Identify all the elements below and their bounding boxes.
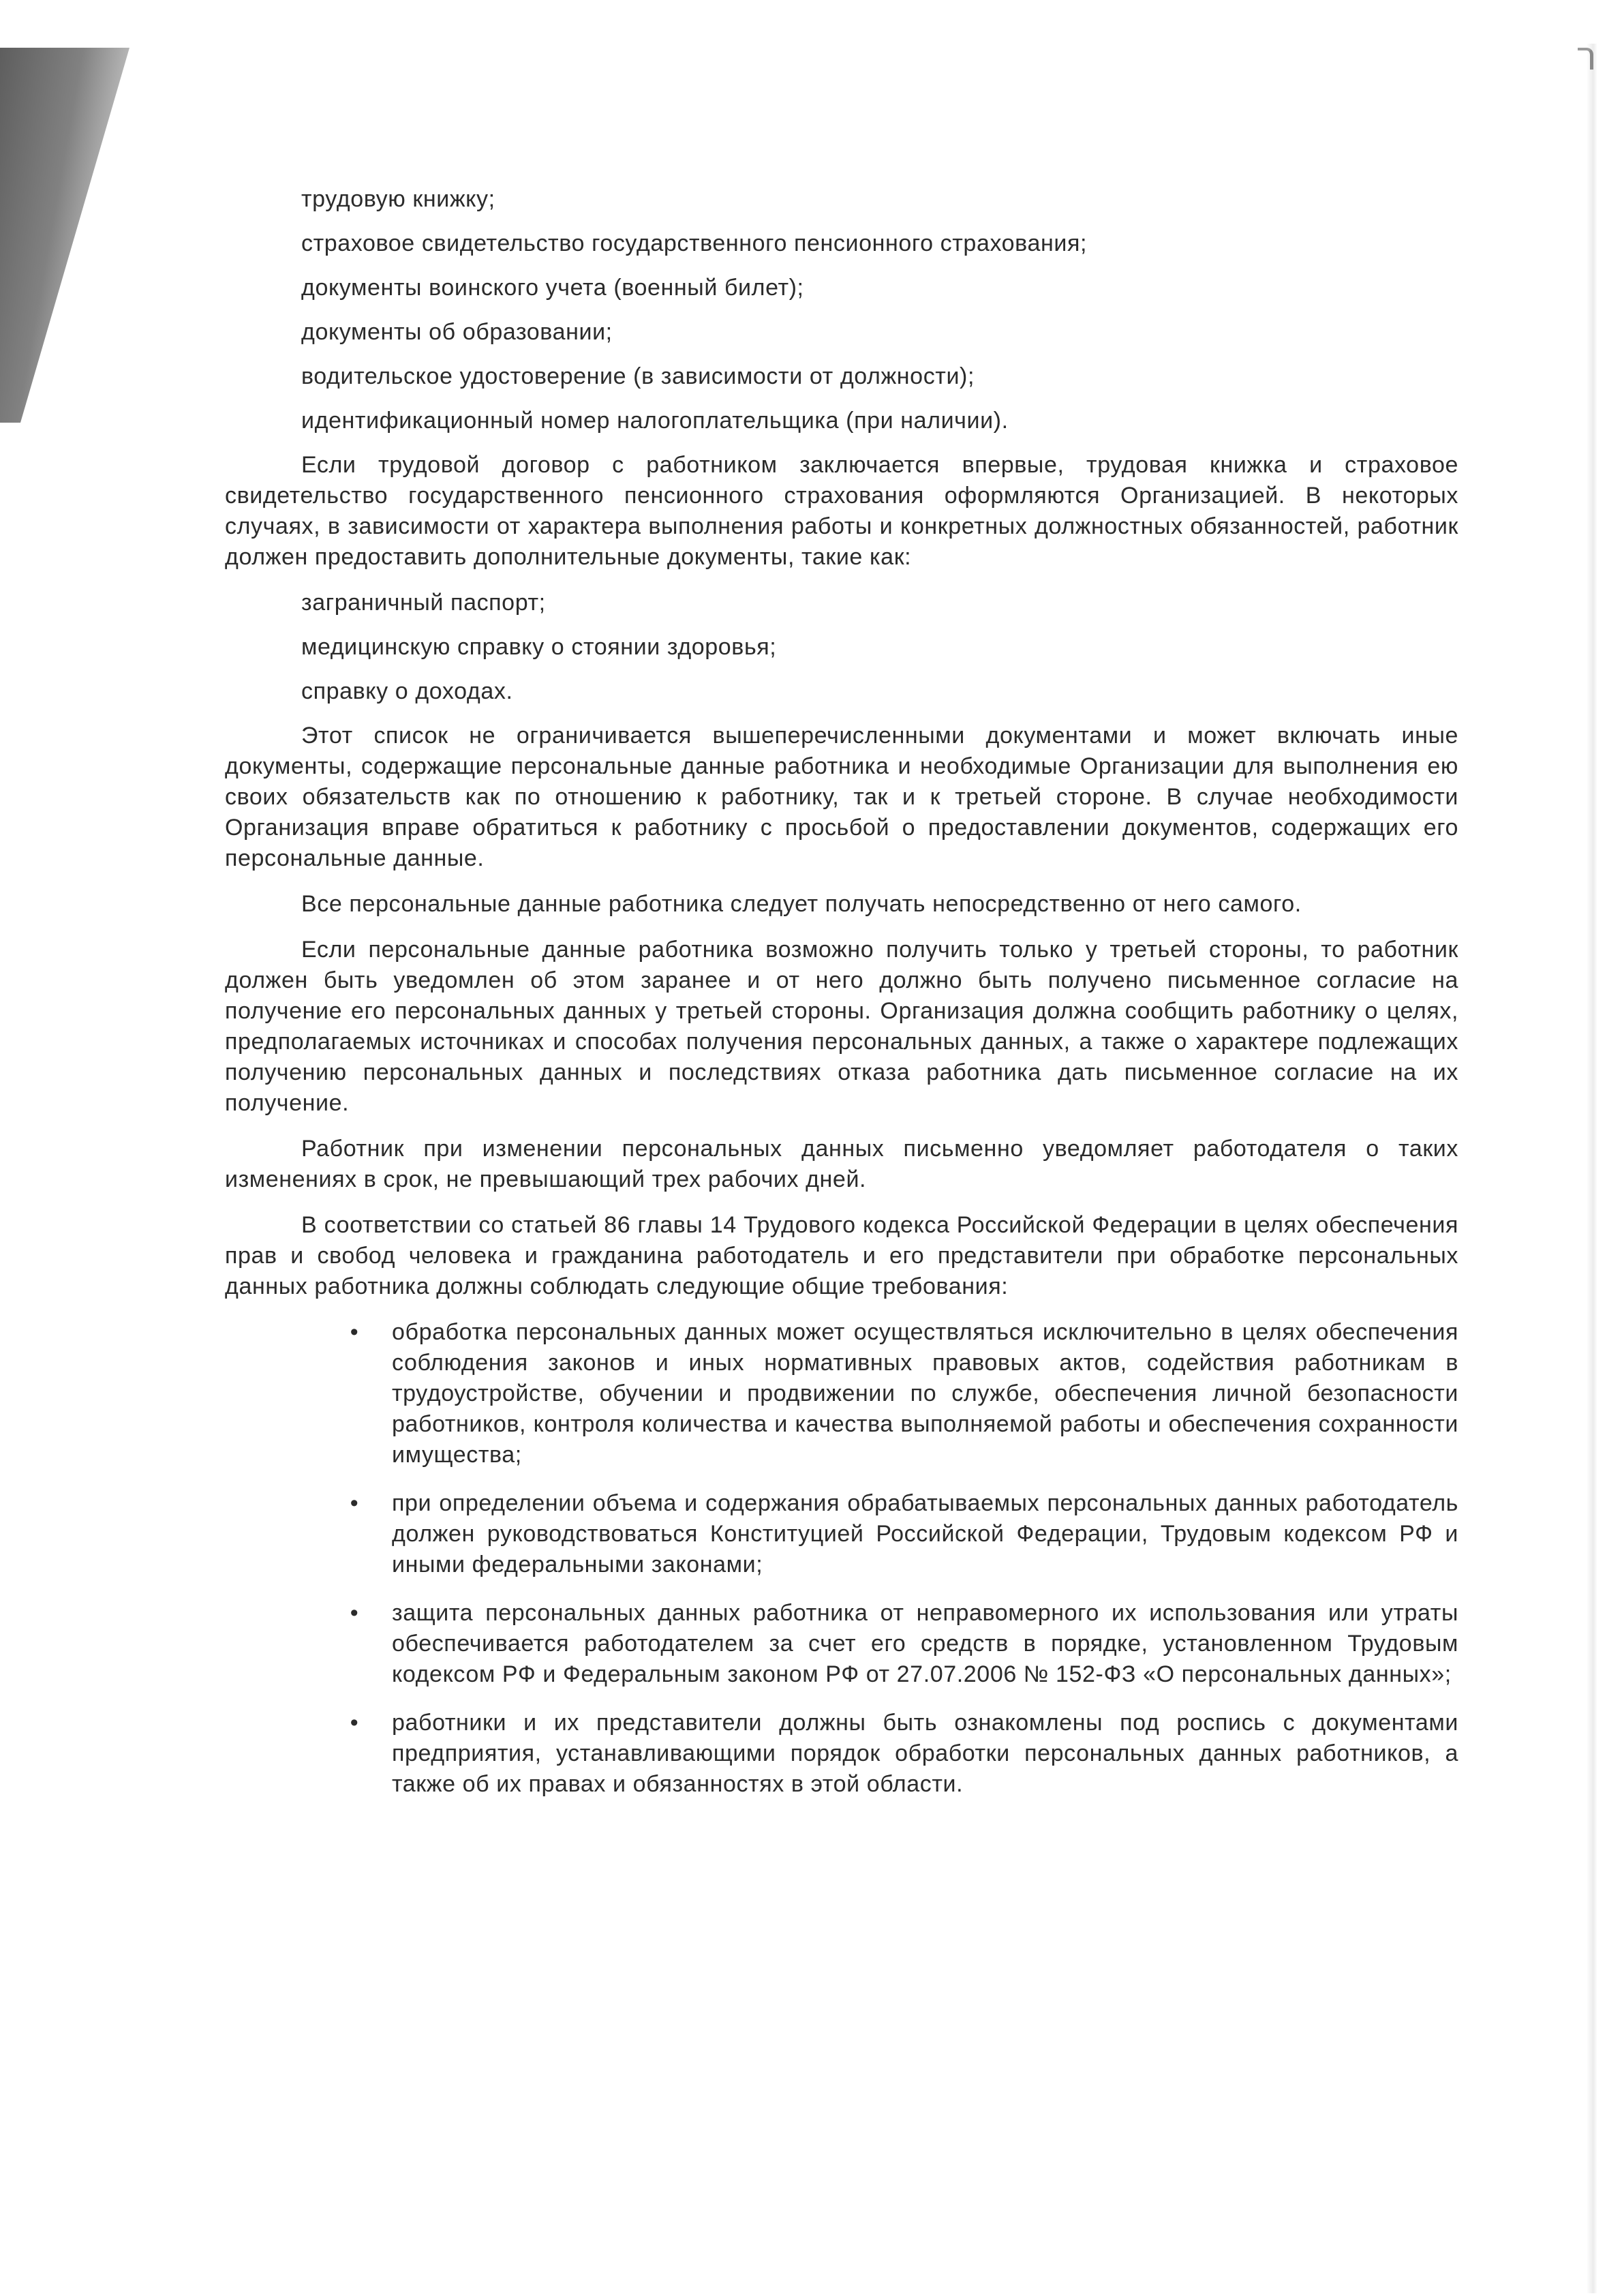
bullet-icon: • [350, 1490, 359, 1516]
scan-corner-mark [1578, 48, 1593, 70]
paragraph-article-86: В соответствии со статьей 86 главы 14 Трудового кодекса Российской Федерации в целях обеспечения прав и свобод человека и гражданина работодатель и его представители при обработке персональных данных работника должны соблюдать следующие общие требования: [225, 1212, 1458, 1299]
paragraph-changes: Работник при изменении персональных данных письменно уведомляет работодателя о таких изменениях в срок, не превышающий трех рабочих дней. [225, 1136, 1458, 1192]
scan-shadow-left [0, 0, 129, 423]
list-item: водительское удостоверение (в зависимости от должности); [301, 363, 975, 389]
requirement-item [350, 1317, 1458, 1470]
requirement-text: при определении объема и содержания обрабатываемых персональных данных работодатель должен руководствоваться Конституцией Российской Федерации, Трудовым кодексом РФ и иными федеральными законами; [392, 1490, 1458, 1577]
requirement-text: защита персональных данных работника от неправомерного их использования или утраты обеспечивается работодателем за счет его средств в порядке, установленном Трудовым кодексом РФ и Федеральным законом РФ от 27.07.2006 № 152-ФЗ «О персональных данных»; [392, 1600, 1458, 1687]
requirement-text: обработка персональных данных может осуществляться исключительно в целях обеспечения соблюдения законов и иных нормативных правовых актов, содействия работникам в трудоустройстве, обучении и продвижении по службе, обеспечения личной безопасности работников, контроля количества и качества выполняемой работы и обеспечения сохранности имущества; [392, 1319, 1458, 1468]
requirement-item [350, 1708, 1458, 1800]
list-item: заграничный паспорт; [301, 590, 546, 616]
required-documents-list [225, 184, 1458, 436]
list-item: медицинскую справку о стоянии здоровья; [301, 634, 777, 660]
requirements-list [225, 1317, 1458, 1800]
document-page [225, 184, 1458, 1817]
list-item: документы об образовании; [301, 319, 613, 345]
list-item: документы воинского учета (военный билет); [301, 275, 804, 301]
requirement-item [350, 1598, 1458, 1690]
requirement-text: работники и их представители должны быть ознакомлены под роспись с документами предприятия, устанавливающими порядок обработки персональных данных работников, а также об их правах и обязанностях в этой области. [392, 1710, 1458, 1797]
bullet-icon: • [350, 1319, 359, 1345]
bullet-icon: • [350, 1710, 359, 1736]
requirement-item [350, 1488, 1458, 1580]
additional-documents-list [225, 588, 1458, 707]
scan-shadow-right [1587, 44, 1597, 2293]
bullet-icon: • [350, 1600, 359, 1626]
paragraph-not-limited: Этот список не ограничивается вышеперечисленными документами и может включать иные документы, содержащие персональные данные работника и необходимые Организации для выполнения ею своих обязательств как по отношению к работнику, так и к третьей стороне. В случае необходимости Организация вправе обратиться к работнику с просьбой о предоставлении документов, содержащих его персональные данные. [225, 723, 1458, 871]
list-item: трудовую книжку; [301, 186, 495, 212]
paragraph-obtain-directly: Все персональные данные работника следует получать непосредственно от него самого. [301, 891, 1302, 917]
list-item: справку о доходах. [301, 678, 513, 704]
list-item: идентификационный номер налогоплательщика (при наличии). [301, 408, 1009, 434]
paragraph-third-party: Если персональные данные работника возможно получить только у третьей стороны, то работник должен быть уведомлен об этом заранее и от него должно быть получено письменное согласие на получение его персональных данных у третьей стороны. Организация должна сообщить работнику о целях, предполагаемых источниках и способах получения персональных данных, а также о характере подлежащих получению персональных данных и последствиях отказа работника дать письменное согласие на их получение. [225, 937, 1458, 1116]
paragraph-first-contract: Если трудовой договор с работником заключается впервые, трудовая книжка и страховое свидетельство государственного пенсионного страхования оформляются Организацией. В некоторых случаях, в зависимости от характера выполнения работы и конкретных должностных обязанностей, работник должен предоставить дополнительные документы, такие как: [225, 452, 1458, 570]
list-item: страховое свидетельство государственного пенсионного страхования; [301, 230, 1087, 256]
